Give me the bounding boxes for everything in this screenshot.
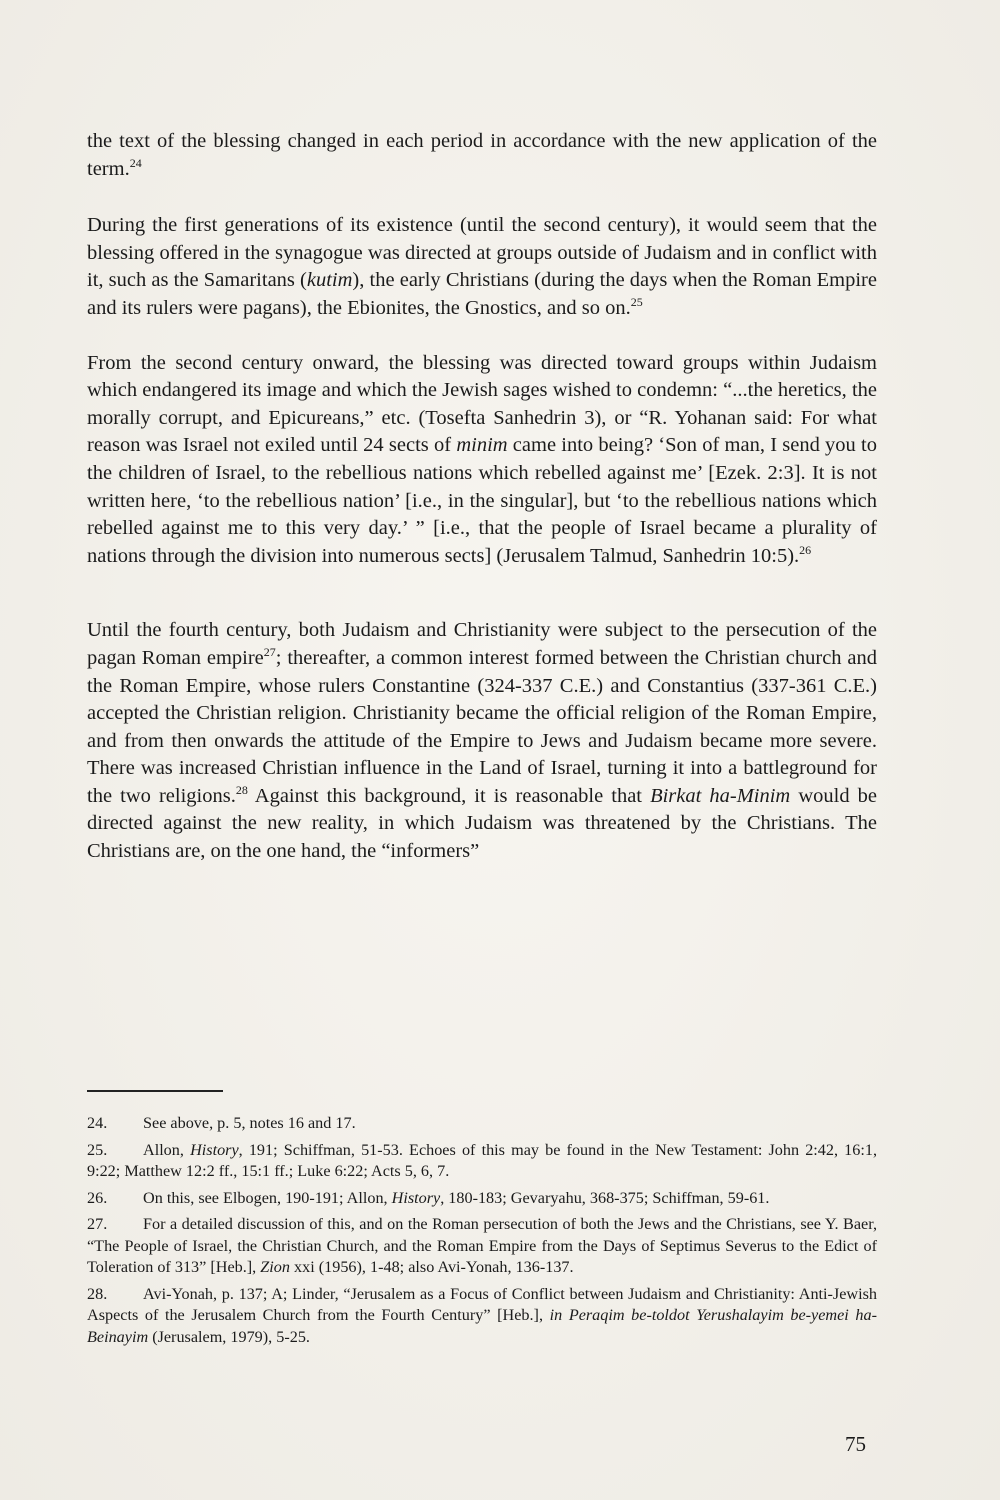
footnote: [87, 1188, 877, 1210]
footnotes: [87, 1113, 877, 1353]
page-number: 75: [845, 1432, 866, 1456]
text-run: Avi-Yonah, p. 137; A; Linder, “Jerusalem as a Focus of Conflict between Judaism and Christianity: Anti-Jewish Aspects of the Jerusalem Church from the Fourth Century” [Heb.],: [87, 1284, 877, 1324]
italic-text: History: [391, 1188, 441, 1207]
footnote-reference: 26: [799, 542, 812, 557]
text-run: xxi (1956), 1-48; also Avi-Yonah, 136-137.: [289, 1258, 574, 1276]
footnote-number: 25.: [87, 1140, 108, 1159]
text-run: , 191; Schiffman, 51-53. Echoes of this may be found in the New Testament: John 2:42, 16:1, 9:22; Matthew 12:2 ff., 15:1 ff.; Luke 6:22; Acts 5, 6, 7.: [87, 1140, 878, 1180]
footnote-number: 27.: [87, 1215, 108, 1233]
footnote: [87, 1113, 877, 1135]
footnote-number: 24.: [87, 1114, 108, 1132]
italic-text: Zion: [260, 1258, 290, 1276]
text-run: During the first generations of its existence (until the second century), it would seem that the blessing offered in the synagogue was directed at groups outside of Judaism and in conflict with it, such as the Samaritans (: [87, 214, 877, 292]
text-run: Allon,: [143, 1140, 191, 1159]
italic-text: History: [190, 1140, 239, 1159]
text-run: , 180-183; Gevaryahu, 368-375; Schiffman, 59-61.: [440, 1188, 770, 1207]
text-run: ; thereafter, a common interest formed between the Christian church and the Roman Empire, whose rulers Constantine (324-337 C.E.) and Constantius (337-361 C.E.) accepted the Christian religion. Christianity became the official religion of the Roman Empire, and from then onwards the attitude of the Empire to Jews and Judaism became more severe. There was increased Christian influence in the Land of Israel, turning it into a battleground for the two religions.: [87, 646, 877, 807]
main-text: [87, 128, 877, 866]
footnote-text: [87, 1215, 877, 1276]
text-run: For a detailed discussion of this, and on the Roman persecution of both the Jews and the Christians, see Y. Baer, “The People of Israel, the Christian Church, and the Roman Empire from the Days of Septimus Severus to the Edict of Toleration of 313” [Heb.],: [87, 1215, 877, 1276]
paragraph: [87, 350, 877, 571]
footnote-text: [143, 1114, 356, 1132]
text-run: On this, see Elbogen, 190-191; Allon,: [143, 1188, 392, 1207]
text-run: Until the fourth century, both Judaism and Christianity were subject to the persecution of the pagan Roman empire: [87, 619, 877, 669]
text-run: ), the early Christians (during the days when the Roman Empire and its rulers were pagans), the Ebionites, the Gnostics, and so on.: [87, 269, 877, 319]
text-run: From the second century onward, the blessing was directed toward groups within Judaism which endangered its image and which the Jewish sages wished to condemn: “...the heretics, the morally corrupt, and Epicureans,” etc. (Tosefta Sanhedrin 3), or “R. Yohanan said: For what reason was Israel not exiled until 24 sects of: [87, 351, 877, 457]
footnote-reference: 25: [630, 294, 643, 309]
text-run: See above, p. 5, notes 16 and 17.: [143, 1114, 356, 1132]
italic-text: in Peraqim be-toldot Yerushalayim be-yemei ha-Beinayim: [87, 1306, 877, 1346]
italic-text: kutim: [306, 269, 353, 292]
text-run: would be directed against the new reality, in which Judaism was threatened by the Christians. The Christians are, on the one hand, the “informers”: [87, 784, 877, 863]
text-run: Against this background, it is reasonable that: [247, 784, 651, 807]
footnote: [87, 1214, 877, 1279]
footnote-reference: 24: [129, 155, 142, 170]
footnote-reference: 28: [235, 782, 248, 797]
italic-text: Birkat ha-Minim: [650, 784, 791, 807]
paragraph: [87, 128, 877, 183]
footnote-text: [87, 1285, 877, 1346]
footnote: [87, 1284, 877, 1349]
text-run: the text of the blessing changed in each period in accordance with the new application of the term.: [87, 130, 877, 180]
footnote-number: 28.: [87, 1284, 108, 1303]
paragraph: [87, 212, 877, 322]
italic-text: minim: [456, 434, 508, 457]
footnote-text: [87, 1141, 877, 1181]
footnote: [87, 1140, 877, 1183]
footnote-reference: 27: [263, 644, 276, 659]
footnote-text: [143, 1189, 769, 1207]
paragraph: [87, 617, 877, 865]
text-run: came into being? ‘Son of man, I send you to the children of Israel, to the rebellious nations which rebelled against me’ [Ezek. 2:3]. It is not written here, ‘to the rebellious nation’ [i.e., in the singular], but ‘to the rebellious nations which rebelled against me to this very day.’ ” [i.e., that the people of Israel became a plurality of nations through the division into numerous sects] (Jerusalem Talmud, Sanhedrin 10:5).: [87, 434, 877, 567]
footnote-separator: [87, 1090, 223, 1092]
text-run: (Jerusalem, 1979), 5-25.: [148, 1327, 310, 1346]
footnote-number: 26.: [87, 1188, 108, 1207]
